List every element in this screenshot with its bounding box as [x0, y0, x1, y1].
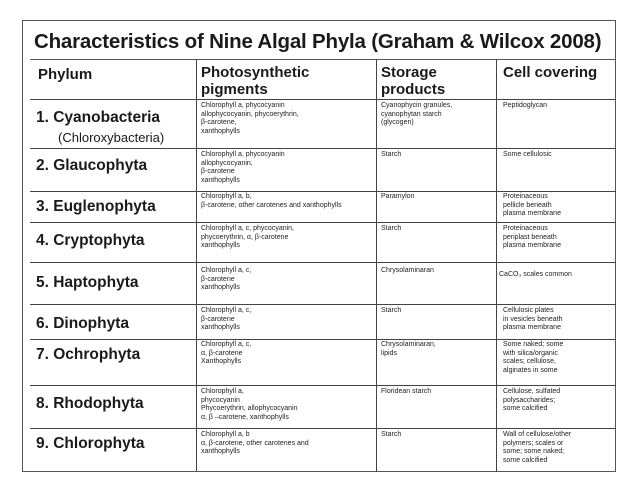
column-divider	[196, 59, 197, 472]
phylum-name: 7. Ochrophyta	[36, 346, 141, 363]
header-covering: Cell covering	[503, 64, 598, 81]
covering-cell: CaCO₃ scales common	[499, 271, 572, 278]
page-title: Characteristics of Nine Algal Phyla (Graham & Wilcox 2008)	[34, 30, 602, 53]
covering-cell: Peptidoglycan	[503, 102, 547, 109]
phylum-name: 4. Cryptophyta	[36, 232, 145, 249]
phylum-name: 3. Euglenophyta	[36, 198, 156, 215]
storage-cell: Starch	[381, 307, 402, 314]
pigments-cell: Chlorophyll a, c, β-carotene xanthophylls	[201, 267, 252, 292]
storage-cell: Floridean starch	[381, 388, 432, 395]
pigments-cell: Chlorophyll a, c, β-carotene xanthophylls	[201, 307, 252, 332]
storage-cell: Starch	[381, 431, 402, 438]
row-divider	[30, 385, 616, 386]
covering-cell: Some naked; some with silica/organic scales; cellulose, alginates in some	[503, 341, 564, 374]
pigments-cell: Chlorophyll a, b, β-carotene, other carotenes and xanthophylls	[201, 193, 342, 209]
phylum-subtitle: (Chloroxybacteria)	[58, 130, 165, 145]
phylum-name: 6. Dinophyta	[36, 315, 130, 332]
header-phylum: Phylum	[38, 66, 93, 83]
phylum-name: 8. Rhodophyta	[36, 395, 144, 412]
storage-cell: Chrysolaminaran	[381, 267, 434, 274]
phylum-name: 9. Chlorophyta	[36, 435, 145, 452]
storage-cell: Paramylon	[381, 193, 415, 200]
header-pigments: Photosynthetic pigments	[201, 64, 310, 98]
pigments-cell: Chlorophyll a, phycocyanin Phycoerythrin, allophycocyanin α, β –carotene, xanthophylls	[201, 388, 298, 421]
storage-cell: Chrysolaminaran, lipids	[381, 341, 436, 357]
row-divider	[30, 222, 616, 223]
covering-cell: Wall of cellulose/other polymers; scales or some; some naked; some calcified	[503, 431, 572, 464]
pigments-cell: Chlorophyll a, c, α, β-carotene Xanthophylls	[201, 341, 252, 366]
row-divider	[30, 148, 616, 149]
pigments-cell: Chlorophyll a, b α, β-carotene, other carotenes and xanthophylls	[201, 431, 309, 456]
covering-cell: Proteinaceous pellicle beneath plasma membrane	[503, 193, 561, 218]
storage-cell: Cyanophycin granules, cyanophytan starch (glycogen)	[381, 102, 453, 127]
row-divider	[30, 191, 616, 192]
row-divider	[30, 304, 616, 305]
phylum-name: 1. Cyanobacteria	[36, 109, 161, 126]
pigments-cell: Chlorophyll a, phycocyanin allophycocyanin, phycoerythrin, β-carotene, xanthophylls	[201, 102, 299, 135]
covering-cell: Cellulose, sulfated polysaccharides; some calcified	[503, 388, 561, 413]
column-divider	[496, 59, 497, 472]
row-divider	[30, 428, 616, 429]
phylum-name: 5. Haptophyta	[36, 274, 139, 291]
title-divider	[30, 59, 616, 60]
storage-cell: Starch	[381, 151, 402, 158]
row-divider	[30, 99, 616, 100]
storage-cell: Starch	[381, 225, 402, 232]
pigments-cell: Chlorophyll a, phycocyanin allophycocyanin, β-carotene xanthophylls	[201, 151, 285, 184]
pigments-cell: Chlorophyll a, c, phycocyanin, phycoerythrin, α, β-carotene xanthophylls	[201, 225, 294, 250]
phylum-name: 2. Glaucophyta	[36, 157, 148, 174]
covering-cell: Cellulosic plates in vesicles beneath plasma membrane	[503, 307, 563, 332]
covering-cell: Some cellulosic	[503, 151, 552, 158]
row-divider	[30, 339, 616, 340]
row-divider	[30, 262, 616, 263]
covering-cell: Proteinaceous periplast beneath plasma membrane	[503, 225, 561, 250]
column-divider	[376, 59, 377, 472]
header-storage: Storage products	[381, 64, 446, 98]
